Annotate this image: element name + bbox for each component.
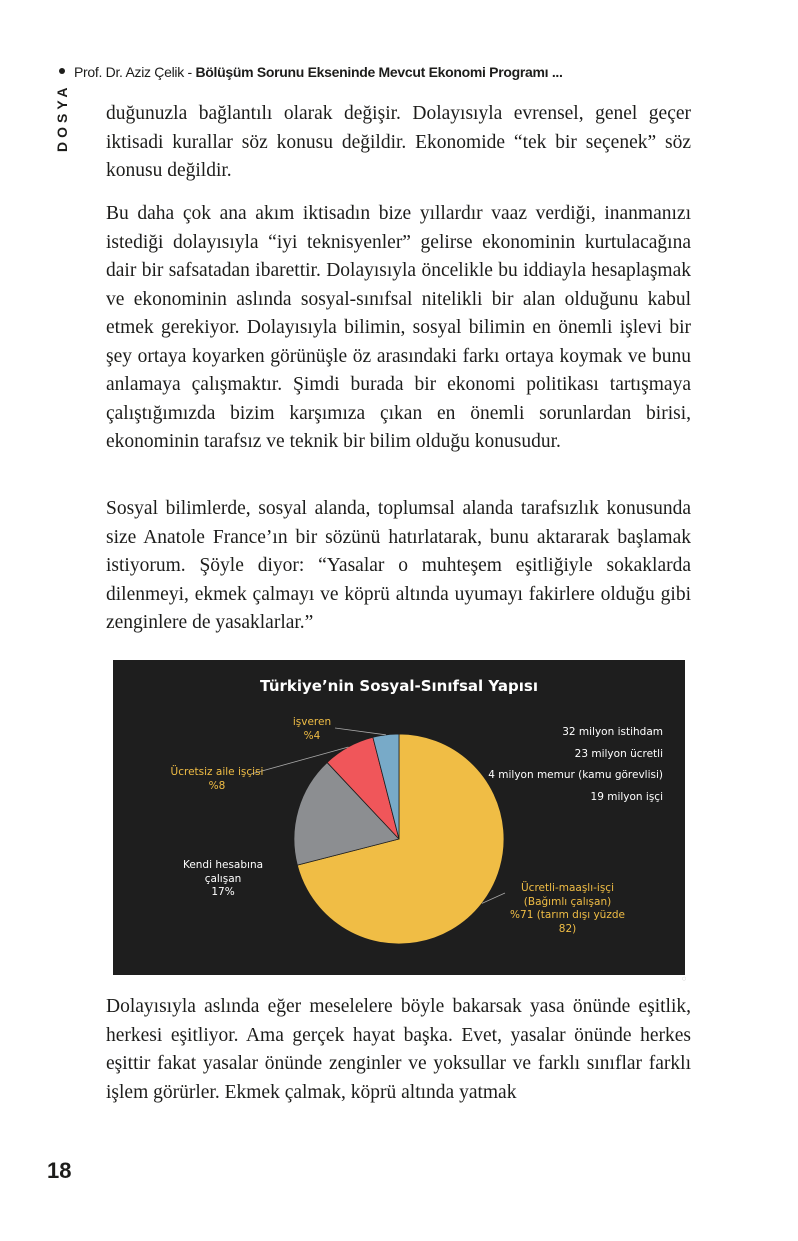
paragraph-4: Dolayısıyla aslında eğer meselelere böyle bakarsak yasa önünde eşitlik, herkesi eşitliyor. Ama gerçek hayat başka. Evet, yasalar önünde herkes eşittir fakat yasalar önünde zenginler ve yoksullar ve farklı sınıflar farklı işlem görürler. Ekmek çalmak, köprü altında yatmak xyxy=(106,996,691,1103)
chart-corner-mark: ○ xyxy=(682,976,687,982)
label-isveren xyxy=(281,716,343,743)
header-title: Bölüşüm Sorunu Ekseninde Mevcut Ekonomi Programı ... xyxy=(195,64,563,80)
annotation-isci: 19 milyon işçi xyxy=(590,790,663,803)
paragraph-3: Sosyal bilimlerde, sosyal alanda, toplumsal alanda tarafsızlık konusunda size Anatole France’ın bir sözünü hatırlatarak, bunu aktararak başlamak istiyorum. Şöyle diyor: “Yasalar o muhteşem eşitliğiyle sokaklarda dilenmeyi, ekmek çalmayı ve köprü altında uyumayı fakirlere olduğu gibi zenginlere de yasaklarlar.” xyxy=(106,498,691,633)
label-ucretli-maasli xyxy=(505,882,630,936)
chart-annotations xyxy=(488,722,663,808)
label-ucretli-maasli-name: Ücretli-maaşlı-işçi (Bağımlı çalışan) xyxy=(520,882,614,908)
label-ucretli-maasli-value: %71 (tarım dışı yüzde 82) xyxy=(510,909,625,935)
label-kendi-hesabina-value: 17% xyxy=(211,886,235,898)
label-isveren-name: işveren xyxy=(292,716,332,728)
pie-chart xyxy=(113,660,685,975)
annotation-ucretli: 23 milyon ücretli xyxy=(574,747,663,760)
page-number: 18 xyxy=(47,1158,72,1183)
chart-title: Türkiye’nin Sosyal-Sınıfsal Yapısı xyxy=(260,677,538,695)
paragraph-1: duğunuzla bağlantılı olarak değişir. Dolayısıyla evrensel, genel geçer iktisadi kurallar söz konusu değildir. Ekonomide “tek bir seçenek” söz konusu değildir. xyxy=(106,103,691,181)
label-ucretsiz-aile-name: Ücretsiz aile işçisi xyxy=(170,766,264,778)
label-kendi-hesabina-name: Kendi hesabına çalışan xyxy=(182,859,264,885)
label-ucretsiz-aile xyxy=(153,766,281,793)
running-head xyxy=(59,64,563,80)
label-isveren-value: %4 xyxy=(303,729,321,742)
header-author: Prof. Dr. Aziz Çelik - xyxy=(74,64,192,80)
bullet-icon xyxy=(59,68,65,74)
annotation-memur: 4 milyon memur (kamu görevlisi) xyxy=(488,769,663,781)
label-ucretsiz-aile-value: %8 xyxy=(208,779,226,792)
annotation-istihdam: 32 milyon istihdam xyxy=(562,726,663,738)
section-label: DOSYA xyxy=(54,83,70,152)
paragraph-2: Bu daha çok ana akım iktisadın bize yıllardır vaaz verdiği, inanmanızı istediği dolayısıyla “iyi teknisyenler” gelirse ekonominin kurtulacağına dair bir safsatadan ibarettir. Dolayısıyla öncelikle bu iddiayla hesaplaşmak ve ekonominin aslında sosyal-sınıfsal nitelikli bir alan olduğunu kabul etmek gerekiyor. Dolayısıyla bilimin, sosyal bilimin en önemli işlevi bir şey ortaya koyarken görünüşle öz arasındaki farkı ortaya koymak ve bunu anlamaya çalışmaktır. Şimdi burada bir ekonomi politikası tartışmaya çalıştığımızda bizim karşımıza çıkan en önemli sorunlardan birisi, ekonominin tarafsız ve teknik bir bilim olduğu konusudur. xyxy=(106,203,691,452)
label-kendi-hesabina xyxy=(173,859,273,900)
